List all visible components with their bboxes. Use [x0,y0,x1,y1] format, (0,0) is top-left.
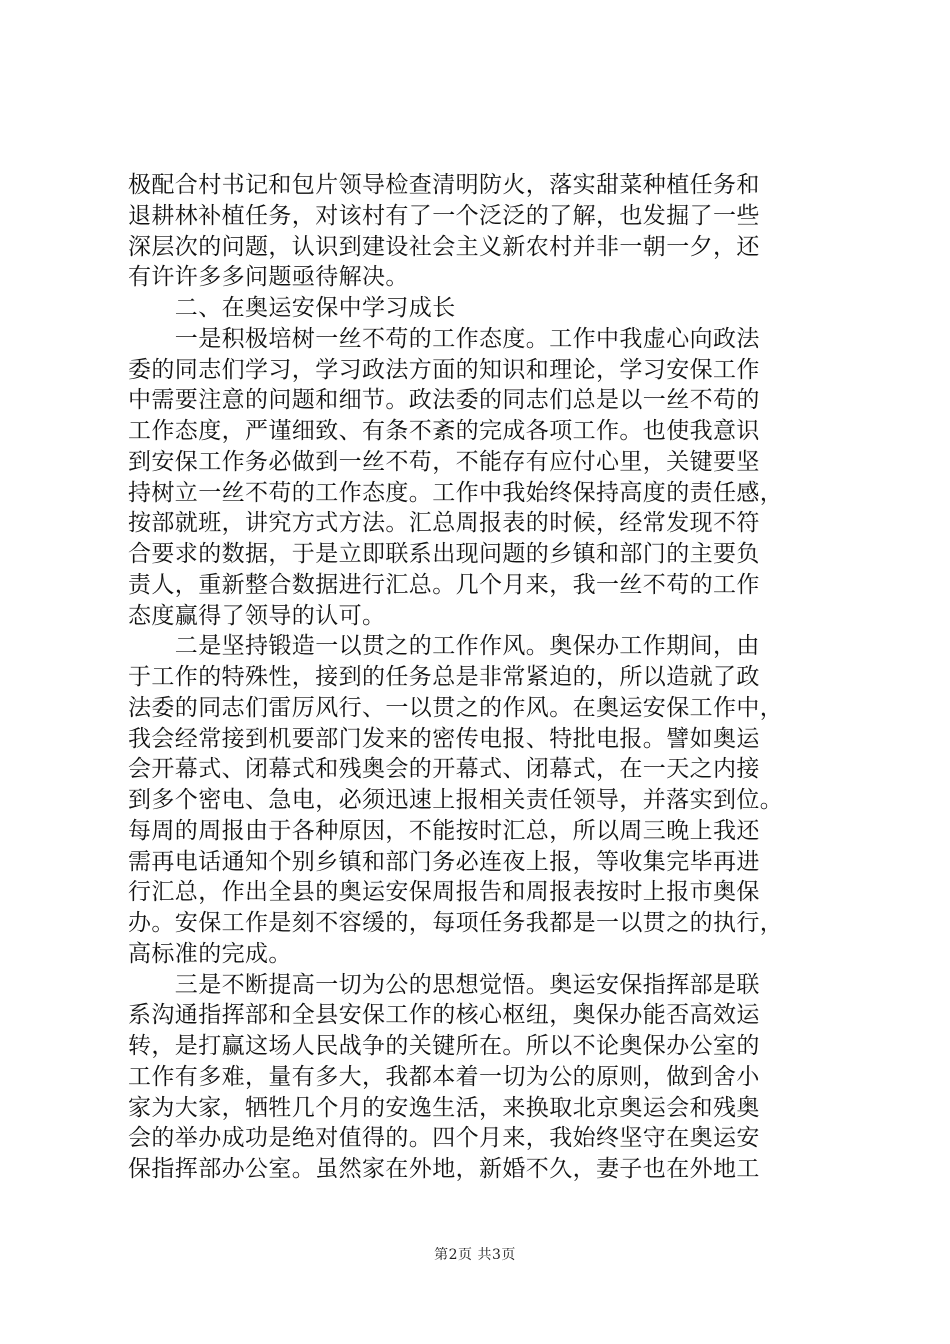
text-line: 三是不断提高一切为公的思想觉悟。奥运安保指挥部是联 [128,971,760,998]
text-line: 持树立一丝不苟的工作态度。工作中我始终保持高度的责任感， [128,479,784,506]
text-line: 责人，重新整合数据进行汇总。几个月来，我一丝不苟的工作 [128,571,760,598]
text-line: 家为大家，牺牲几个月的安逸生活，来换取北京奥运会和残奥 [128,1094,760,1121]
text-line: 行汇总，作出全县的奥运安保周报告和周报表按时上报市奥保 [128,879,760,906]
document-body [128,170,828,1185]
text-line: 工作有多难，量有多大，我都本着一切为公的原则，做到舍小 [128,1063,760,1090]
text-line: 工作态度，严谨细致、有条不紊的完成各项工作。也使我意识 [128,418,760,444]
text-line: 系沟通指挥部和全县安保工作的核心枢纽，奥保办能否高效运 [128,1002,760,1029]
text-line: 中需要注意的问题和细节。政法委的同志们总是以一丝不苟的 [128,387,760,414]
text-line: 办。安保工作是刻不容缓的，每项任务我都是一以贯之的执行， [128,910,784,936]
page-indicator: 第2页 共3页 [434,1247,516,1263]
text-line: 保指挥部办公室。虽然家在外地，新婚不久，妻子也在外地工 [128,1156,760,1182]
text-line: 委的同志们学习，学习政法方面的知识和理论，学习安保工作 [128,356,760,383]
text-line: 法委的同志们雷厉风行、一以贯之的作风。在奥运安保工作中， [128,694,784,721]
text-line: 到多个密电、急电，必须迅速上报相关责任领导，并落实到位。 [128,787,784,813]
text-line: 合要求的数据，于是立即联系出现问题的乡镇和部门的主要负 [128,541,760,567]
text-line: 转，是打赢这场人民战争的关键所在。所以不论奥保办公室的 [128,1033,760,1059]
text-line: 每周的周报由于各种原因，不能按时汇总，所以周三晚上我还 [128,817,760,844]
text-line: 二是坚持锻造一以贯之的工作作风。奥保办工作期间，由 [128,633,760,660]
page-footer [0,1245,950,1265]
text-line: 按部就班，讲究方式方法。汇总周报表的时候，经常发现不符 [128,510,760,537]
text-line: 会的举办成功是绝对值得的。四个月来，我始终坚守在奥运安 [128,1125,760,1152]
text-line: 极配合村书记和包片领导检查清明防火，落实甜菜种植任务和 [128,172,760,198]
section-heading: 二、在奥运安保中学习成长 [128,295,456,321]
text-line: 需再电话通知个别乡镇和部门务必连夜上报，等收集完毕再进 [128,848,760,875]
text-line: 会开幕式、闭幕式和残奥会的开幕式、闭幕式，在一天之内接 [128,756,760,783]
text-line: 有许许多多问题亟待解决。 [128,264,409,291]
text-line: 我会经常接到机要部门发来的密传电报、特批电报。譬如奥运 [128,725,760,752]
text-line: 退耕林补植任务，对该村有了一个泛泛的了解，也发掘了一些 [128,202,760,229]
text-line: 高标准的完成。 [128,940,292,967]
text-line: 一是积极培树一丝不苟的工作态度。工作中我虚心向政法 [128,325,760,352]
text-line: 态度赢得了领导的认可。 [128,602,386,629]
text-line: 于工作的特殊性，接到的任务总是非常紧迫的，所以造就了政 [128,664,760,690]
text-line: 深层次的问题，认识到建设社会主义新农村并非一朝一夕，还 [128,233,760,260]
text-line: 到安保工作务必做到一丝不苟，不能存有应付心里，关键要坚 [128,448,760,475]
